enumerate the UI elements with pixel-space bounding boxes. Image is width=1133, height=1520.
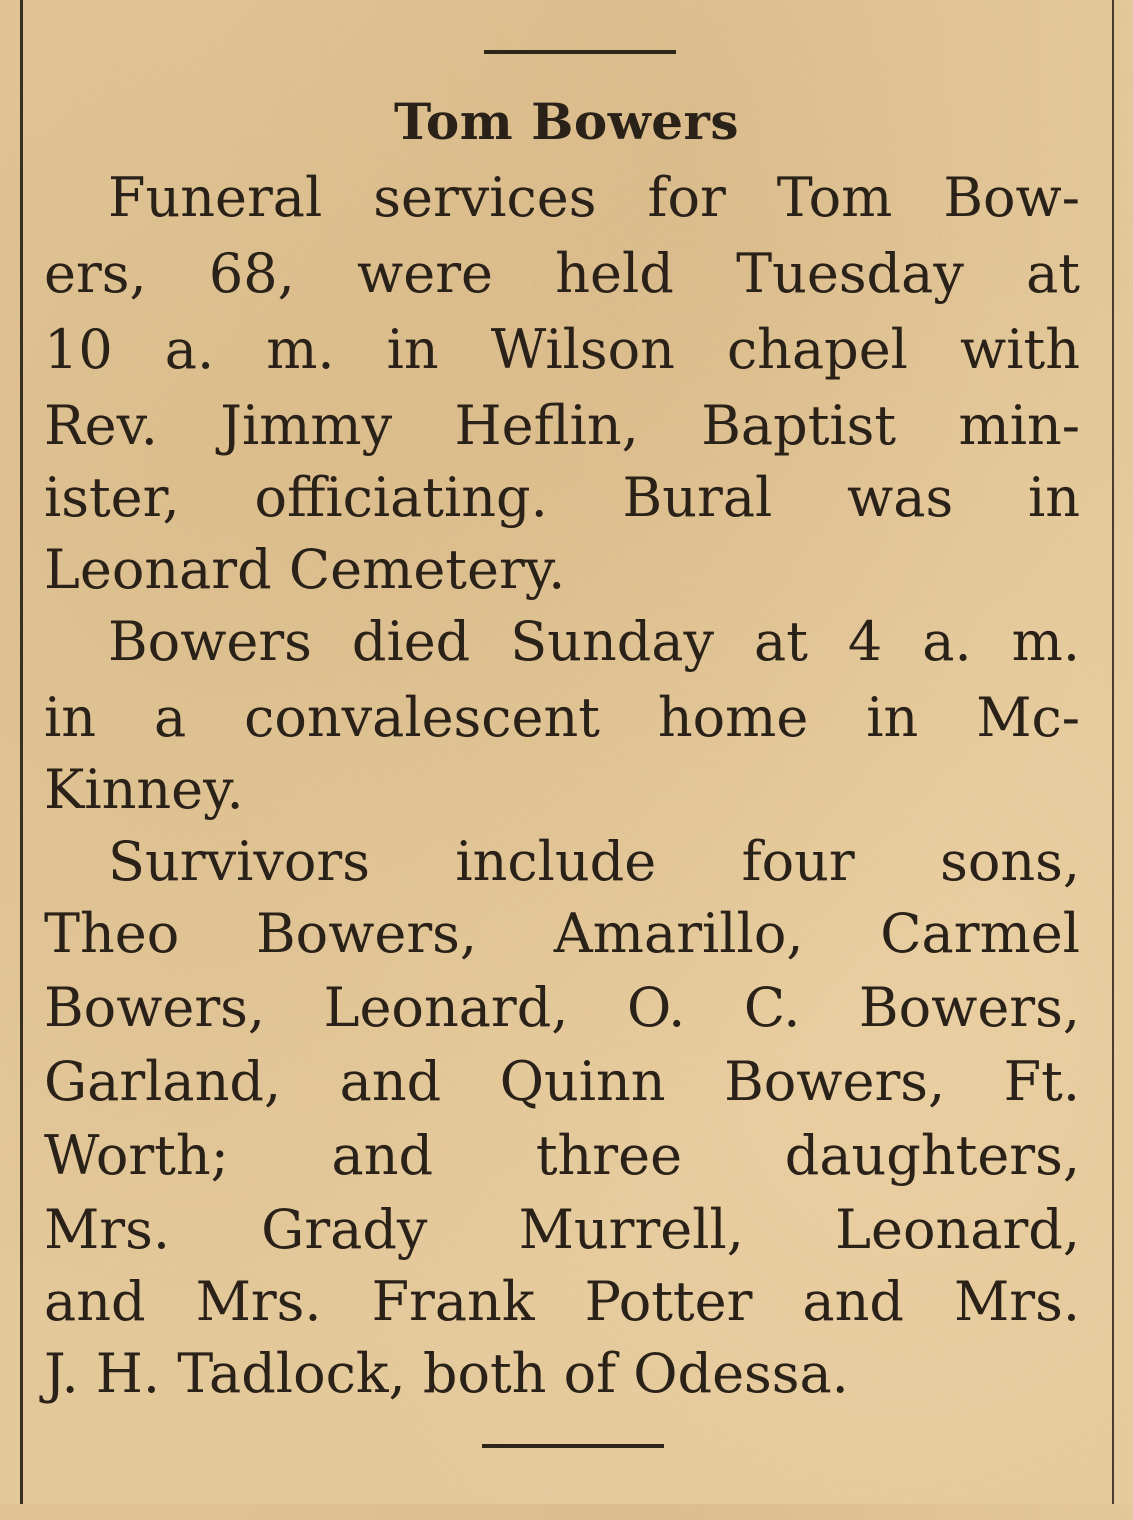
section-divider-top xyxy=(484,50,676,54)
cut-off-previous-headline xyxy=(200,0,1080,10)
body-line-3: 10 a. m. in Wilson chapel with xyxy=(44,318,1080,381)
body-line-9: Kinney. xyxy=(44,758,244,821)
body-line-12: Bowers, Leonard, O. C. Bowers, xyxy=(44,976,1080,1039)
body-line-2: ers, 68, were held Tuesday at xyxy=(44,242,1080,305)
obituary-headline: Tom Bowers xyxy=(393,92,740,151)
body-line-15: Mrs. Grady Murrell, Leonard, xyxy=(44,1198,1080,1261)
column-rule-right xyxy=(1112,0,1114,1504)
body-line-7: Bowers died Sunday at 4 a. m. xyxy=(108,610,1080,673)
body-line-5: ister, officiating. Bural was in xyxy=(44,466,1080,529)
section-divider-bottom xyxy=(482,1444,664,1448)
body-line-16: and Mrs. Frank Potter and Mrs. xyxy=(44,1270,1080,1333)
body-line-6: Leonard Cemetery. xyxy=(44,538,566,601)
body-line-17: J. H. Tadlock, both of Odessa. xyxy=(44,1342,849,1405)
body-line-13: Garland, and Quinn Bowers, Ft. xyxy=(44,1050,1080,1113)
cut-off-next-headline xyxy=(220,1480,920,1520)
body-line-11: Theo Bowers, Amarillo, Carmel xyxy=(44,902,1080,965)
body-line-4: Rev. Jimmy Heflin, Baptist min- xyxy=(44,394,1080,457)
body-line-14: Worth; and three daughters, xyxy=(44,1124,1080,1187)
body-line-8: in a convalescent home in Mc- xyxy=(44,686,1080,749)
body-line-10: Survivors include four sons, xyxy=(108,830,1080,893)
body-line-1: Funeral services for Tom Bow- xyxy=(108,166,1080,229)
column-rule-left xyxy=(20,0,23,1504)
